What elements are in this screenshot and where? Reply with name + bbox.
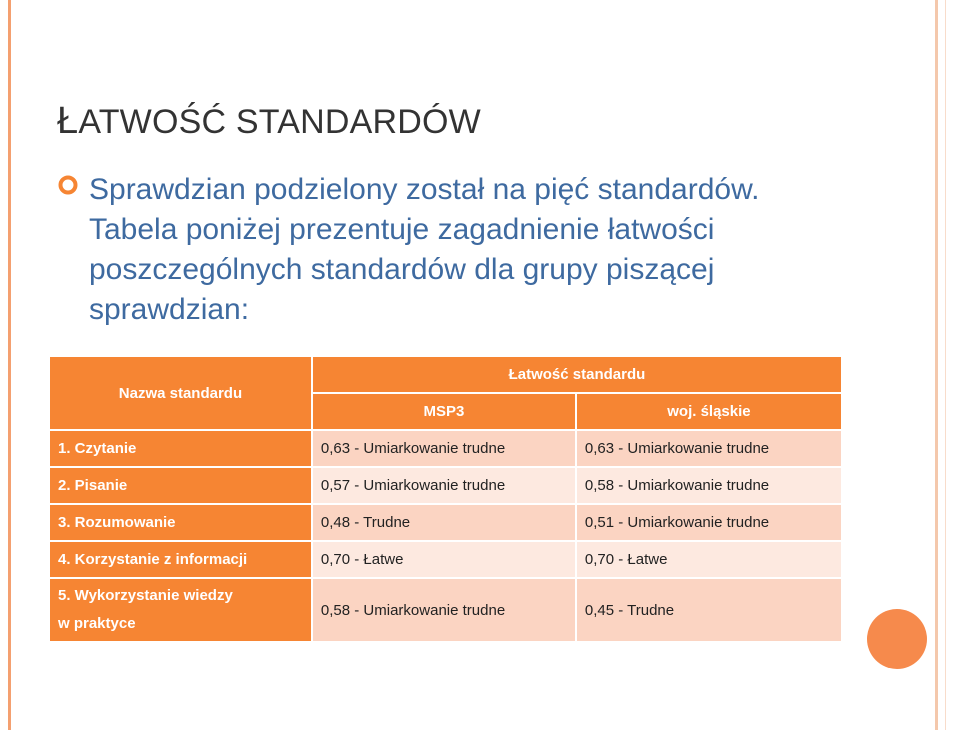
header-woj: woj. śląskie	[576, 393, 842, 430]
row-woj-value: 0,45 - Trudne	[576, 578, 842, 642]
bullet-icon	[57, 174, 79, 196]
row-standard-name: 3. Rozumowanie	[49, 504, 312, 541]
header-ease-group: Łatwość standardu	[312, 356, 842, 393]
slide-frame-right-inner	[945, 0, 946, 730]
table-row	[49, 578, 842, 642]
row-standard-name: 4. Korzystanie z informacji	[49, 541, 312, 578]
row-standard-name-line1: 5. Wykorzystanie wiedzy	[58, 587, 233, 604]
row-msp3-value: 0,48 - Trudne	[312, 504, 576, 541]
row-standard-name-line2: w praktyce	[58, 615, 136, 632]
row-msp3-value: 0,63 - Umiarkowanie trudne	[312, 430, 576, 467]
header-standard-name: Nazwa standardu	[49, 356, 312, 430]
table-row	[49, 467, 842, 504]
row-msp3-value: 0,57 - Umiarkowanie trudne	[312, 467, 576, 504]
slide-body-text: Sprawdzian podzielony został na pięć standardów. Tabela poniżej prezentuje zagadnienie łatwości poszczególnych standardów dla grupy piszącej sprawdzian:	[89, 173, 760, 326]
row-standard-name: 2. Pisanie	[49, 467, 312, 504]
header-msp3: MSP3	[312, 393, 576, 430]
standards-table	[48, 355, 843, 643]
row-standard-name	[49, 578, 312, 642]
row-woj-value: 0,63 - Umiarkowanie trudne	[576, 430, 842, 467]
row-woj-value: 0,51 - Umiarkowanie trudne	[576, 504, 842, 541]
row-woj-value: 0,58 - Umiarkowanie trudne	[576, 467, 842, 504]
decorative-circle	[867, 609, 927, 669]
row-msp3-value: 0,70 - Łatwe	[312, 541, 576, 578]
slide-frame-left	[8, 0, 11, 730]
table-row	[49, 504, 842, 541]
slide-title: ŁATWOŚĆ STANDARDÓW	[57, 100, 481, 142]
row-msp3-value: 0,58 - Umiarkowanie trudne	[312, 578, 576, 642]
table-row	[49, 541, 842, 578]
table-row	[49, 430, 842, 467]
slide-frame-right	[935, 0, 938, 730]
row-woj-value: 0,70 - Łatwe	[576, 541, 842, 578]
row-standard-name: 1. Czytanie	[49, 430, 312, 467]
